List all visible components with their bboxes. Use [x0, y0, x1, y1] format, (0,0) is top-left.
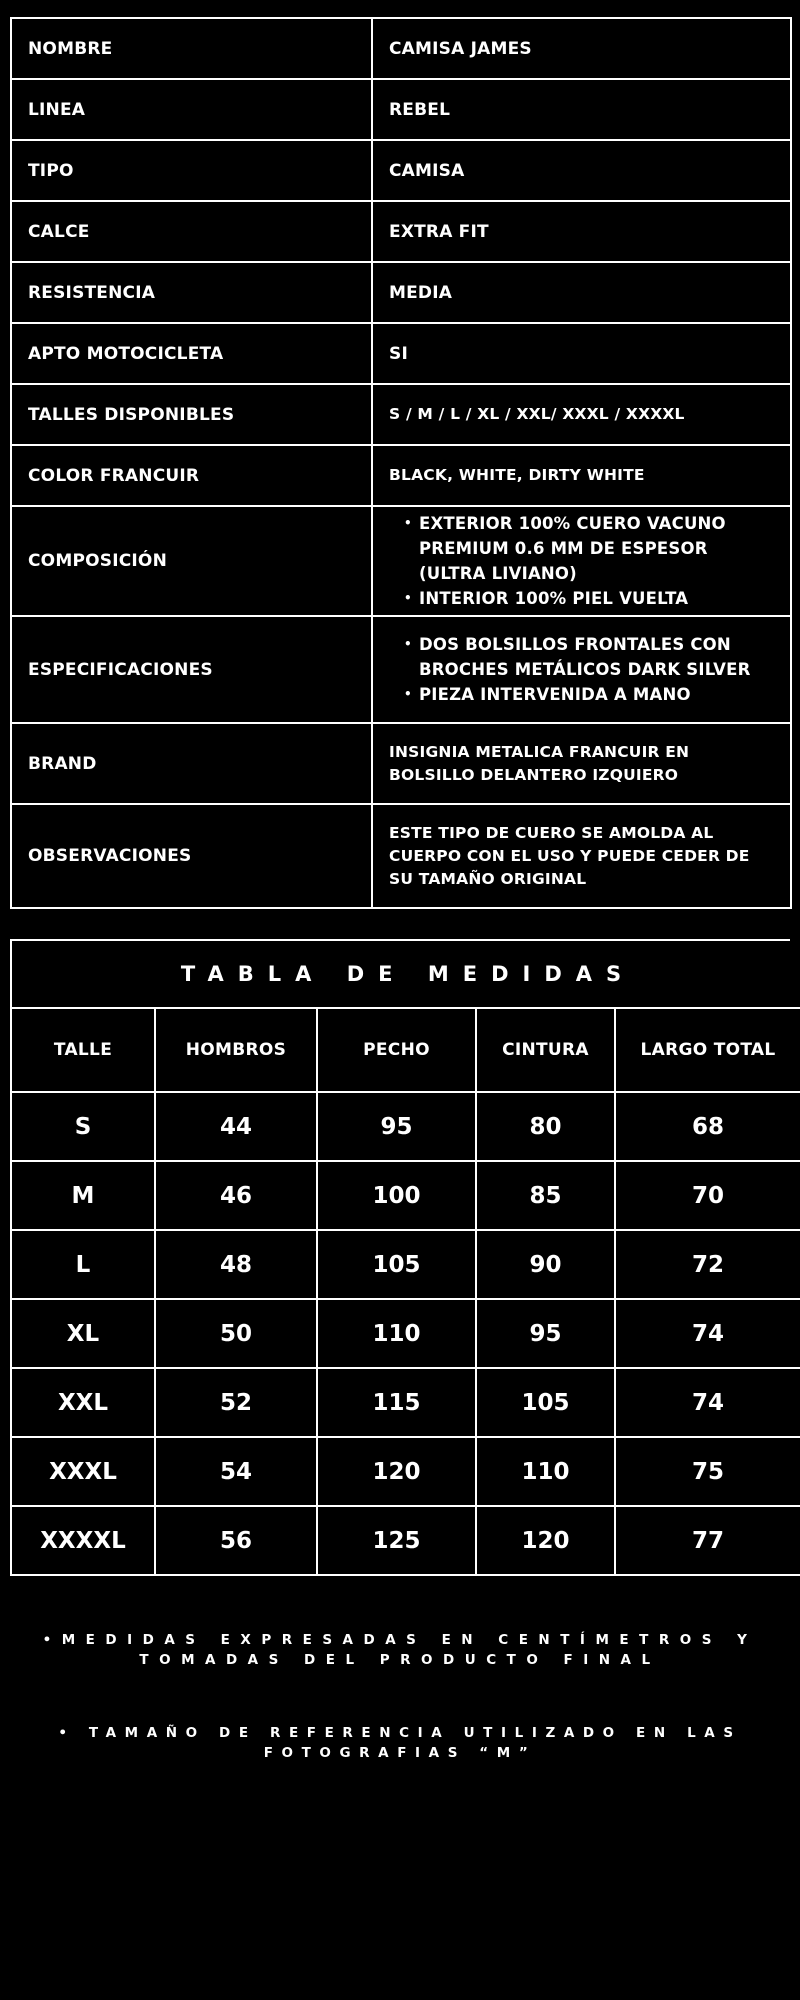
spec-label: TALLES DISPONIBLES [11, 384, 372, 445]
spec-label: OBSERVACIONES [11, 804, 372, 908]
spec-row-resistencia [11, 262, 791, 323]
table-row [11, 1437, 800, 1506]
table-row [11, 1299, 800, 1368]
cell-pecho: 110 [317, 1299, 476, 1368]
spec-label: APTO MOTOCICLETA [11, 323, 372, 384]
cell-talle: M [11, 1161, 155, 1230]
spec-row-brand [11, 723, 791, 804]
table-row [11, 1161, 800, 1230]
cell-cintura: 80 [476, 1092, 615, 1161]
cell-largo-total: 68 [615, 1092, 800, 1161]
cell-talle: XXXXL [11, 1506, 155, 1575]
spec-row-tipo [11, 140, 791, 201]
spec-label: ESPECIFICACIONES [11, 616, 372, 723]
size-header-row [11, 1008, 800, 1092]
reference-size-note: • TAMAÑO DE REFERENCIA UTILIZADO EN LAS FOTOGRAFIAS “M” [58, 1725, 742, 1761]
cell-cintura: 90 [476, 1230, 615, 1299]
spec-row-especificaciones [11, 616, 791, 723]
list-item: • INTERIOR 100% PIEL VUELTA [404, 586, 774, 611]
cell-talle: L [11, 1230, 155, 1299]
composicion-list [389, 511, 774, 611]
cell-hombros: 56 [155, 1506, 317, 1575]
cell-talle: XXL [11, 1368, 155, 1437]
cell-hombros: 54 [155, 1437, 317, 1506]
list-item: • EXTERIOR 100% CUERO VACUNO PREMIUM 0.6 MM DE ESPESOR (ULTRA LIVIANO) [404, 511, 774, 586]
cell-cintura: 120 [476, 1506, 615, 1575]
spec-row-composicion [11, 506, 791, 616]
spec-value: INSIGNIA METALICA FRANCUIR EN BOLSILLO DELANTERO IZQUIERO [372, 723, 791, 804]
cell-talle: S [11, 1092, 155, 1161]
column-header-cintura: CINTURA [476, 1008, 615, 1092]
spec-label: RESISTENCIA [11, 262, 372, 323]
spec-label: COMPOSICIÓN [11, 506, 372, 616]
cell-talle: XL [11, 1299, 155, 1368]
spec-value-list [372, 616, 791, 723]
spec-row-color [11, 445, 791, 506]
product-spec-table [10, 17, 792, 909]
cell-largo-total: 70 [615, 1161, 800, 1230]
table-row [11, 1092, 800, 1161]
cell-largo-total: 75 [615, 1437, 800, 1506]
column-header-largo-total: LARGO TOTAL [615, 1008, 800, 1092]
spec-value: EXTRA FIT [372, 201, 791, 262]
cell-largo-total: 72 [615, 1230, 800, 1299]
cell-pecho: 100 [317, 1161, 476, 1230]
spec-label: BRAND [11, 723, 372, 804]
cell-hombros: 48 [155, 1230, 317, 1299]
size-chart-table [10, 1007, 800, 1576]
list-item: • DOS BOLSILLOS FRONTALES CON BROCHES METÁLICOS DARK SILVER [404, 632, 774, 682]
table-row [11, 1368, 800, 1437]
size-chart-title: TABLA DE MEDIDAS [180, 962, 636, 986]
cell-pecho: 120 [317, 1437, 476, 1506]
spec-value: S / M / L / XL / XXL/ XXXL / XXXXL [372, 384, 791, 445]
spec-label: CALCE [11, 201, 372, 262]
cell-largo-total: 74 [615, 1299, 800, 1368]
cell-pecho: 95 [317, 1092, 476, 1161]
cell-largo-total: 74 [615, 1368, 800, 1437]
cell-hombros: 46 [155, 1161, 317, 1230]
spec-value: BLACK, WHITE, DIRTY WHITE [372, 445, 791, 506]
cell-cintura: 110 [476, 1437, 615, 1506]
spec-row-apto-motocicleta [11, 323, 791, 384]
spec-row-nombre [11, 18, 791, 79]
spec-value-list [372, 506, 791, 616]
cell-pecho: 105 [317, 1230, 476, 1299]
cell-cintura: 105 [476, 1368, 615, 1437]
spec-row-talles [11, 384, 791, 445]
column-header-pecho: PECHO [317, 1008, 476, 1092]
measurement-note: •MEDIDAS EXPRESADAS EN CENTÍMETROS Y TOMADAS DEL PRODUCTO FINAL [42, 1632, 758, 1668]
cell-hombros: 44 [155, 1092, 317, 1161]
spec-label: NOMBRE [11, 18, 372, 79]
column-header-hombros: HOMBROS [155, 1008, 317, 1092]
table-row [11, 1506, 800, 1575]
spec-row-observaciones [11, 804, 791, 908]
list-item: • PIEZA INTERVENIDA A MANO [404, 682, 774, 707]
spec-value: SI [372, 323, 791, 384]
spec-label: COLOR FRANCUIR [11, 445, 372, 506]
especificaciones-list [389, 632, 774, 707]
size-chart-title-box [10, 939, 790, 1007]
spec-row-calce [11, 201, 791, 262]
spec-label: TIPO [11, 140, 372, 201]
size-chart-section [10, 939, 790, 1576]
cell-largo-total: 77 [615, 1506, 800, 1575]
spec-value: CAMISA JAMES [372, 18, 791, 79]
cell-pecho: 125 [317, 1506, 476, 1575]
spec-row-linea [11, 79, 791, 140]
cell-cintura: 85 [476, 1161, 615, 1230]
cell-hombros: 52 [155, 1368, 317, 1437]
cell-talle: XXXL [11, 1437, 155, 1506]
cell-hombros: 50 [155, 1299, 317, 1368]
cell-cintura: 95 [476, 1299, 615, 1368]
column-header-talle: TALLE [11, 1008, 155, 1092]
spec-value: ESTE TIPO DE CUERO SE AMOLDA AL CUERPO CON EL USO Y PUEDE CEDER DE SU TAMAÑO ORIGINAL [372, 804, 791, 908]
spec-value: CAMISA [372, 140, 791, 201]
table-row [11, 1230, 800, 1299]
spec-value: MEDIA [372, 262, 791, 323]
spec-label: LINEA [11, 79, 372, 140]
spec-value: REBEL [372, 79, 791, 140]
cell-pecho: 115 [317, 1368, 476, 1437]
